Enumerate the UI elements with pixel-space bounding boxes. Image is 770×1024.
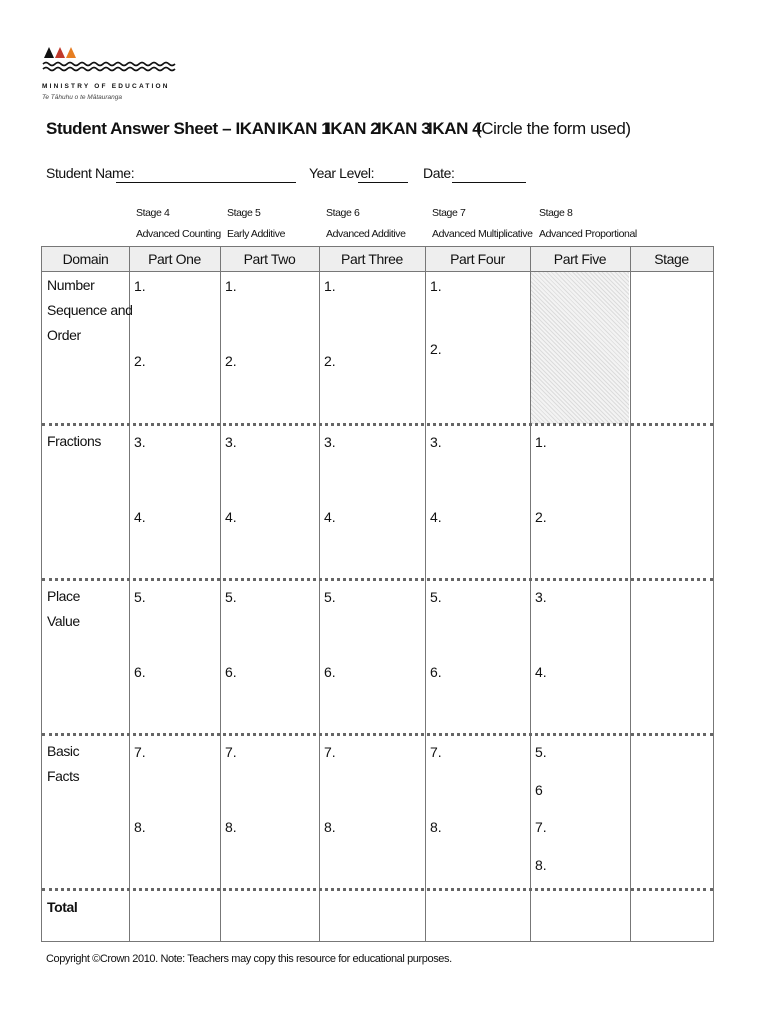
table-header-row — [42, 247, 713, 272]
column-divider — [530, 247, 531, 941]
stage-name: Advanced Counting — [136, 228, 221, 240]
answer-slot[interactable]: 8. — [324, 819, 336, 835]
answer-slot[interactable]: 5. — [134, 589, 146, 605]
year-level-field[interactable] — [358, 181, 408, 183]
row-divider — [42, 423, 713, 426]
answer-slot[interactable]: 3. — [430, 434, 442, 450]
answer-slot[interactable]: 5. — [430, 589, 442, 605]
sheet-title: Student Answer Sheet – IKAN — [46, 119, 276, 138]
answer-slot[interactable]: 4. — [535, 664, 547, 680]
logo-mark-icon — [42, 44, 177, 76]
form-option-ikan4: IKAN 4 — [428, 119, 482, 138]
answer-slot[interactable]: 1. — [535, 434, 547, 450]
domain-fractions — [47, 429, 101, 454]
row-divider — [42, 888, 713, 891]
student-name-label: Student Name: — [46, 165, 135, 181]
domain-line: Order — [47, 327, 81, 343]
col-header-part-one: Part One — [148, 251, 201, 267]
row-divider — [42, 733, 713, 736]
answer-slot[interactable]: 3. — [134, 434, 146, 450]
answer-slot[interactable]: 8. — [225, 819, 237, 835]
logo-org-name: MINISTRY OF EDUCATION — [42, 83, 170, 90]
form-note: (Circle the form used) — [476, 119, 631, 138]
column-divider — [220, 247, 221, 941]
stage-caption-part-three — [326, 203, 406, 245]
stage-caption-part-four — [432, 203, 533, 245]
row-divider — [42, 578, 713, 581]
stage-number: Stage 7 — [432, 207, 466, 219]
answer-table — [41, 246, 714, 942]
answer-slot[interactable]: 5. — [225, 589, 237, 605]
answer-slot[interactable]: 6. — [430, 664, 442, 680]
total-label: Total — [47, 899, 78, 915]
answer-slot[interactable]: 1. — [225, 278, 237, 294]
answer-slot[interactable]: 5. — [324, 589, 336, 605]
answer-slot[interactable]: 4. — [225, 509, 237, 525]
answer-slot[interactable]: 8. — [430, 819, 442, 835]
col-header-part-two: Part Two — [243, 251, 296, 267]
answer-slot[interactable]: 6. — [324, 664, 336, 680]
stage-caption-part-two — [227, 203, 285, 245]
answer-slot[interactable]: 7. — [225, 744, 237, 760]
col-header-part-three: Part Three — [341, 251, 403, 267]
domain-line: Place — [47, 588, 81, 604]
answer-slot[interactable]: 6. — [225, 664, 237, 680]
answer-slot[interactable]: 2. — [324, 353, 336, 369]
domain-line: Basic — [47, 743, 80, 759]
answer-slot[interactable]: 2. — [225, 353, 237, 369]
form-option-ikan1: IKAN 1 — [277, 119, 331, 138]
answer-slot[interactable]: 1. — [430, 278, 442, 294]
stage-number: Stage 4 — [136, 207, 170, 219]
answer-slot[interactable]: 5. — [535, 744, 547, 760]
stage-caption-part-one — [136, 203, 221, 245]
answer-slot[interactable]: 4. — [134, 509, 146, 525]
year-level-label: Year Level: — [309, 165, 375, 181]
column-divider — [630, 247, 631, 941]
stage-name: Advanced Multiplicative — [432, 228, 533, 240]
column-divider — [319, 247, 320, 941]
col-header-part-four: Part Four — [450, 251, 505, 267]
col-header-domain: Domain — [62, 251, 109, 267]
answer-slot[interactable]: 3. — [324, 434, 336, 450]
col-header-stage: Stage — [654, 251, 689, 267]
logo-org-subtitle: Te Tāhuhu o te Mātauranga — [42, 94, 122, 101]
domain-line: Value — [47, 613, 80, 629]
answer-slot[interactable]: 4. — [324, 509, 336, 525]
date-field[interactable] — [452, 181, 526, 183]
form-option-ikan3: IKAN 3 — [377, 119, 431, 138]
answer-slot[interactable]: 4. — [430, 509, 442, 525]
answer-slot[interactable]: 1. — [134, 278, 146, 294]
domain-number-sequence — [47, 273, 133, 348]
student-name-field[interactable] — [116, 181, 296, 183]
answer-slot[interactable]: 6 — [535, 782, 543, 798]
stage-number: Stage 5 — [227, 207, 261, 219]
answer-slot[interactable]: 7. — [324, 744, 336, 760]
answer-slot[interactable]: 2. — [535, 509, 547, 525]
copyright-note: Copyright ©Crown 2010. Note: Teachers may copy this resource for educational purposes. — [46, 953, 452, 965]
domain-line: Facts — [47, 768, 80, 784]
stage-number: Stage 6 — [326, 207, 360, 219]
date-label: Date: — [423, 165, 455, 181]
domain-line: Number — [47, 277, 95, 293]
answer-slot[interactable]: 6. — [134, 664, 146, 680]
answer-slot[interactable]: 3. — [535, 589, 547, 605]
answer-slot[interactable]: 7. — [134, 744, 146, 760]
domain-place-value — [47, 584, 80, 634]
answer-slot[interactable]: 3. — [225, 434, 237, 450]
answer-slot[interactable]: 8. — [134, 819, 146, 835]
stage-caption-part-five — [539, 203, 637, 245]
answer-slot[interactable]: 2. — [430, 341, 442, 357]
domain-basic-facts — [47, 739, 79, 789]
col-header-part-five: Part Five — [553, 251, 607, 267]
domain-line: Sequence and — [47, 302, 133, 318]
column-divider — [129, 247, 130, 941]
answer-slot[interactable]: 2. — [134, 353, 146, 369]
shaded-cell — [530, 272, 629, 424]
column-divider — [425, 247, 426, 941]
stage-name: Early Additive — [227, 228, 286, 240]
stage-name: Advanced Proportional — [539, 228, 637, 240]
form-option-ikan2: IKAN 2 — [326, 119, 380, 138]
answer-slot[interactable]: 7. — [535, 819, 547, 835]
answer-slot[interactable]: 1. — [324, 278, 336, 294]
stage-name: Advanced Additive — [326, 228, 406, 240]
answer-slot[interactable]: 8. — [535, 857, 547, 873]
stage-number: Stage 8 — [539, 207, 573, 219]
ministry-logo — [42, 44, 182, 104]
domain-line: Fractions — [47, 433, 101, 449]
answer-slot[interactable]: 7. — [430, 744, 442, 760]
